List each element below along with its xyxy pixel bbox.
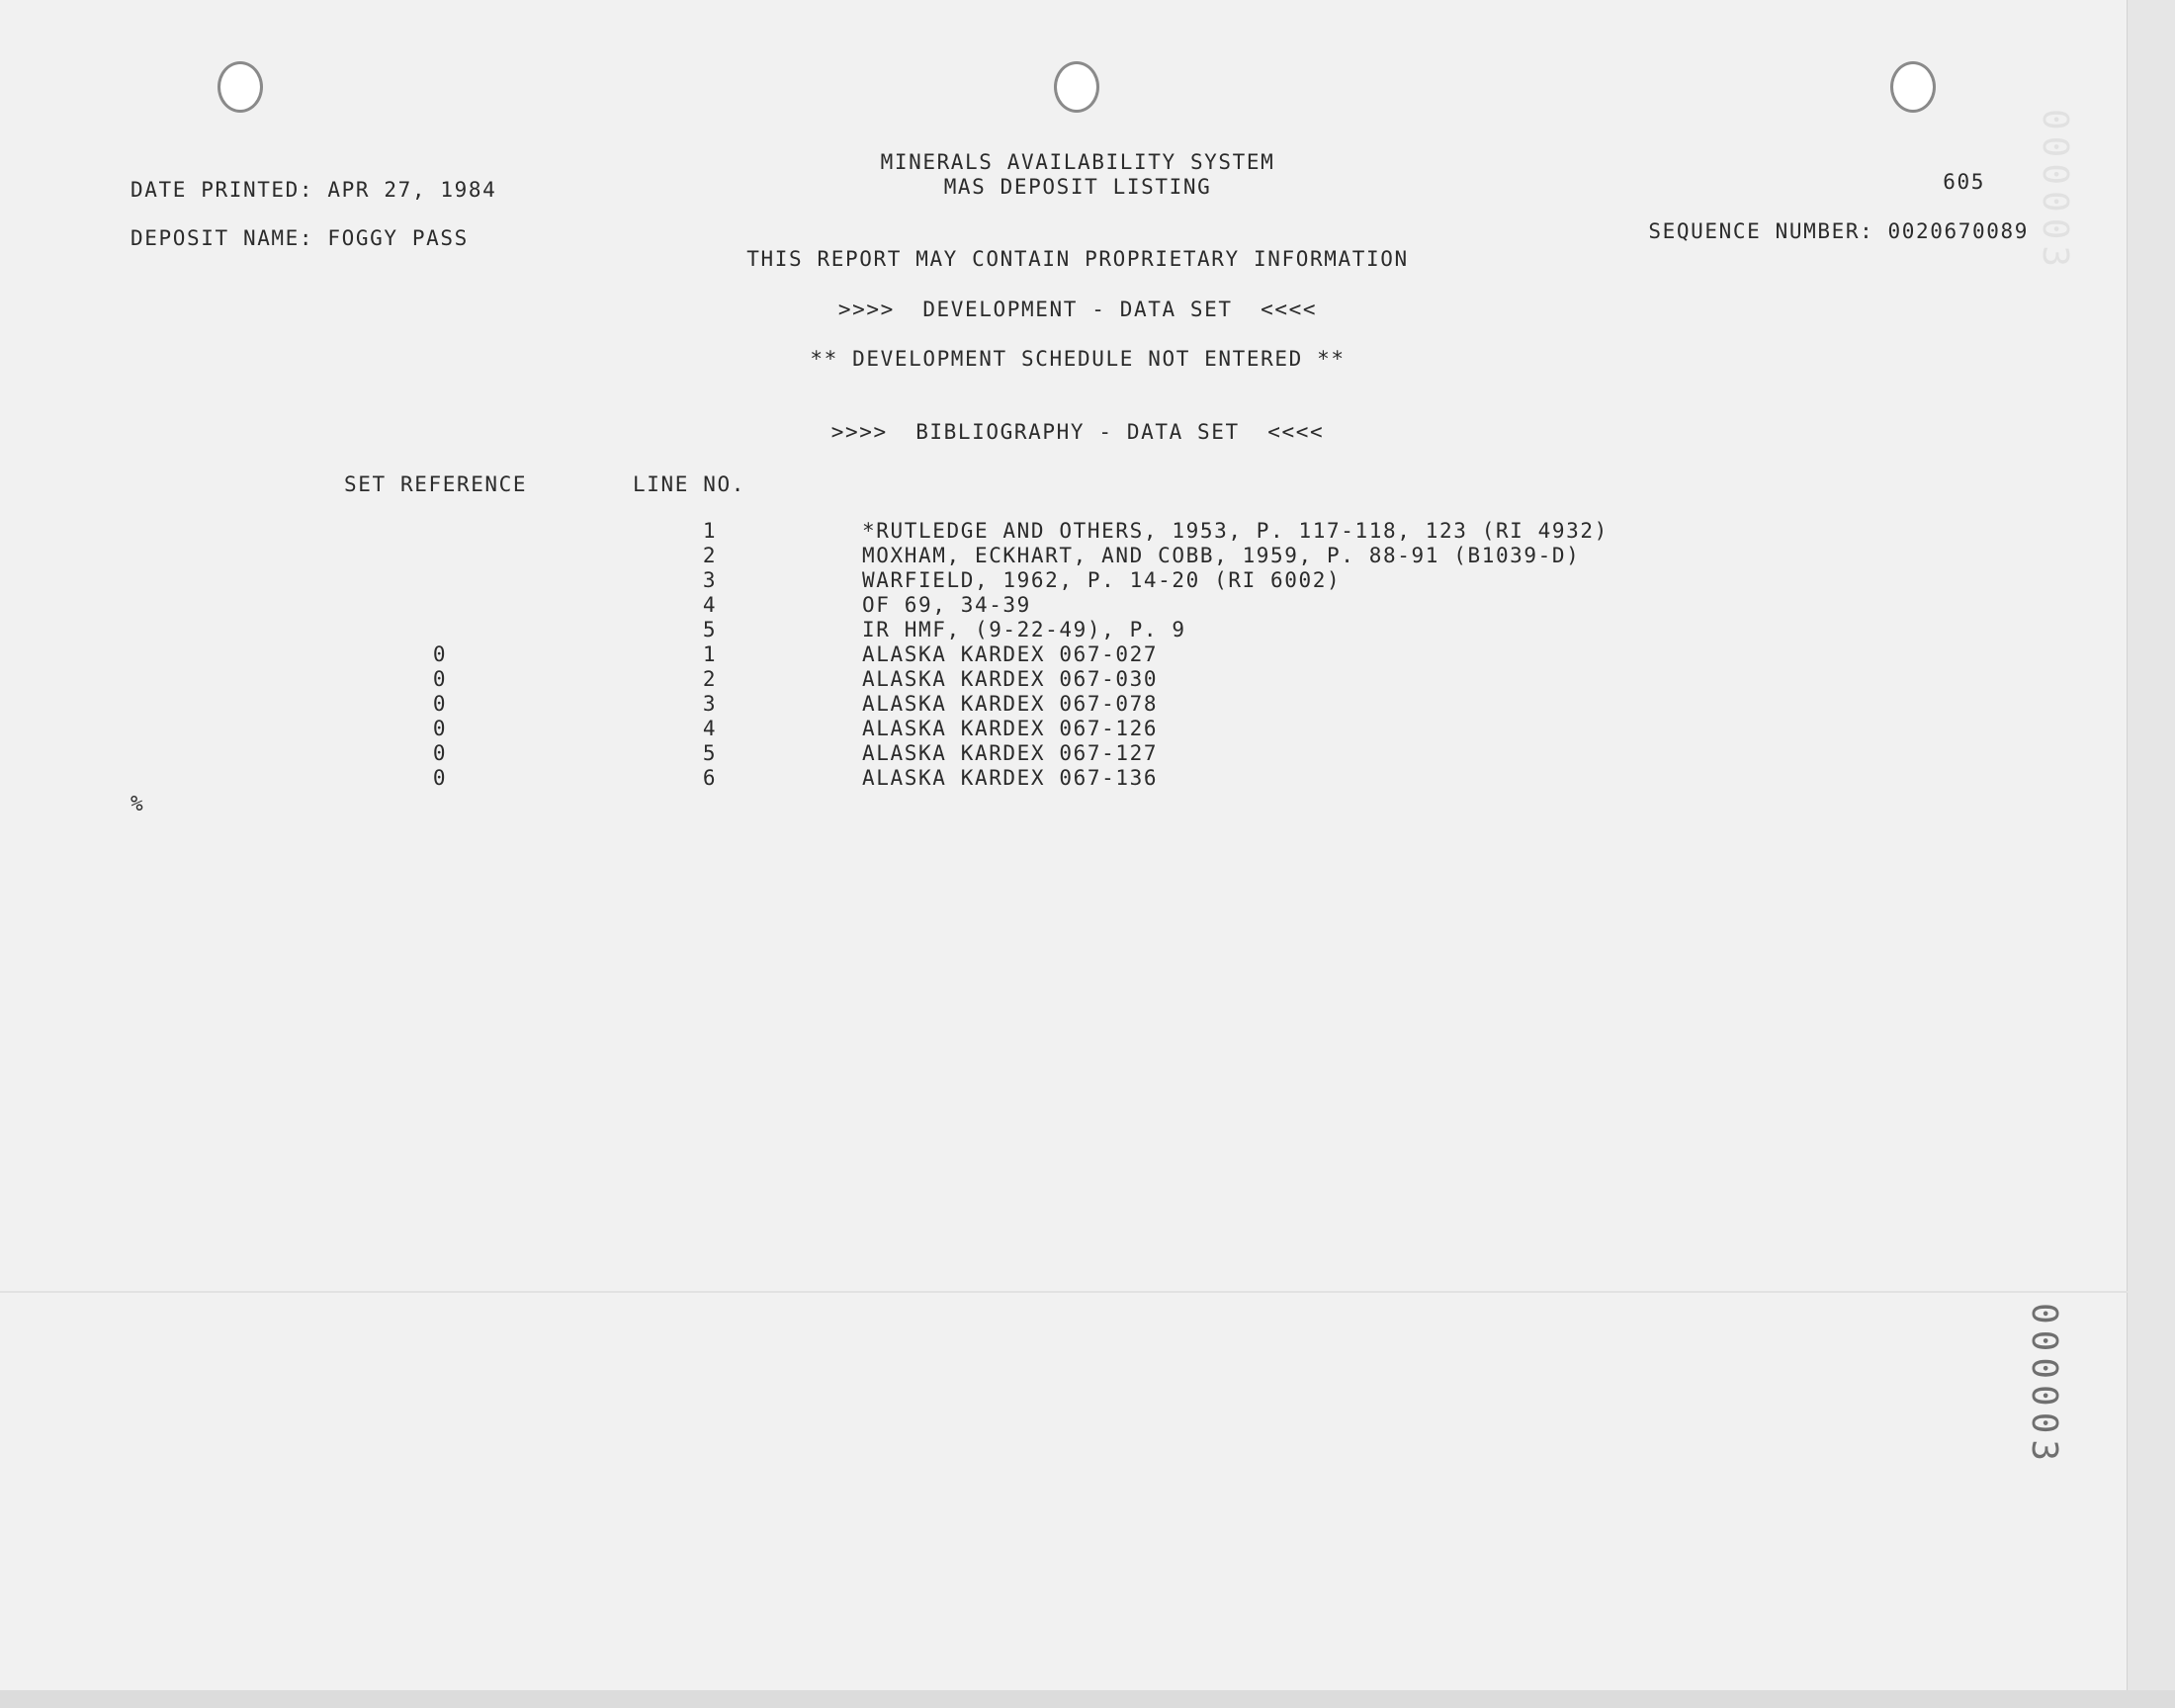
line-no-cell: 5	[702, 618, 718, 641]
bibliography-row	[0, 544, 2126, 568]
perforation-fold-line	[0, 1291, 2128, 1293]
line-no-cell: 6	[702, 766, 718, 790]
line-no-cell: 5	[702, 741, 718, 765]
bibliography-row	[0, 642, 2126, 667]
page-bottom-edge	[0, 1690, 2175, 1708]
punch-hole-left	[218, 61, 263, 113]
margin-stamp	[1945, 1303, 2142, 1468]
line-no-cell: 2	[702, 544, 718, 567]
line-no-cell: 4	[702, 593, 718, 617]
reference-cell: ALASKA KARDEX 067-027	[862, 642, 1159, 666]
bibliography-row	[0, 519, 2126, 544]
set-reference-cell: 0	[432, 692, 448, 716]
set-reference-cell: 0	[432, 766, 448, 790]
line-no-cell: 3	[702, 692, 718, 716]
line-no-cell: 1	[702, 519, 718, 543]
reference-cell: ALASKA KARDEX 067-127	[862, 741, 1159, 765]
bibliography-row	[0, 766, 2126, 791]
set-reference-cell: 0	[432, 667, 448, 691]
set-reference-cell: 0	[432, 717, 448, 740]
column-header-line-no: LINE NO.	[633, 472, 745, 496]
column-header-set-reference: SET REFERENCE	[344, 472, 528, 496]
line-no-cell: 1	[702, 642, 718, 666]
bibliography-row	[0, 692, 2126, 717]
development-heading: >>>> DEVELOPMENT - DATA SET <<<<	[837, 298, 1318, 321]
bibliography-row	[0, 593, 2126, 618]
bibliography-row	[0, 741, 2126, 766]
bibliography-heading: >>>> BIBLIOGRAPHY - DATA SET <<<<	[830, 420, 1325, 444]
bibliography-row	[0, 568, 2126, 593]
listing-title: MAS DEPOSIT LISTING	[943, 175, 1212, 199]
development-note: ** DEVELOPMENT SCHEDULE NOT ENTERED **	[810, 347, 1346, 371]
end-of-listing-marker: %	[130, 792, 145, 815]
reference-cell: MOXHAM, ECKHART, AND COBB, 1959, P. 88-91 (B1039-D)	[862, 544, 1581, 567]
deposit-name: DEPOSIT NAME: FOGGY PASS	[130, 226, 469, 250]
line-no-cell: 4	[702, 717, 718, 740]
reference-cell: OF 69, 34-39	[862, 593, 1031, 617]
margin-stamp-ghost-text: 000003	[2035, 109, 2075, 274]
punch-hole-center	[1054, 61, 1099, 113]
reference-cell: ALASKA KARDEX 067-126	[862, 717, 1159, 740]
line-no-cell: 2	[702, 667, 718, 691]
reference-cell: ALASKA KARDEX 067-136	[862, 766, 1159, 790]
bibliography-row	[0, 618, 2126, 642]
page-number: 605	[1943, 170, 1985, 194]
set-reference-cell: 0	[432, 642, 448, 666]
punch-hole-right	[1890, 61, 1936, 113]
reference-cell: ALASKA KARDEX 067-030	[862, 667, 1159, 691]
bibliography-row	[0, 667, 2126, 692]
margin-stamp-text: 000003	[2024, 1303, 2064, 1468]
reference-cell: IR HMF, (9-22-49), P. 9	[862, 618, 1186, 641]
reference-cell: WARFIELD, 1962, P. 14-20 (RI 6002)	[862, 568, 1342, 592]
date-printed: DATE PRINTED: APR 27, 1984	[130, 178, 497, 202]
system-title: MINERALS AVAILABILITY SYSTEM	[880, 150, 1275, 174]
proprietary-notice: THIS REPORT MAY CONTAIN PROPRIETARY INFORMATION	[746, 247, 1409, 271]
sequence-number: SEQUENCE NUMBER: 0020670089	[1648, 219, 2029, 243]
margin-stamp-ghost	[1958, 109, 2156, 274]
line-no-cell: 3	[702, 568, 718, 592]
reference-cell: ALASKA KARDEX 067-078	[862, 692, 1159, 716]
reference-cell: *RUTLEDGE AND OTHERS, 1953, P. 117-118, 123 (RI 4932)	[862, 519, 1609, 543]
set-reference-cell: 0	[432, 741, 448, 765]
bibliography-row	[0, 717, 2126, 741]
